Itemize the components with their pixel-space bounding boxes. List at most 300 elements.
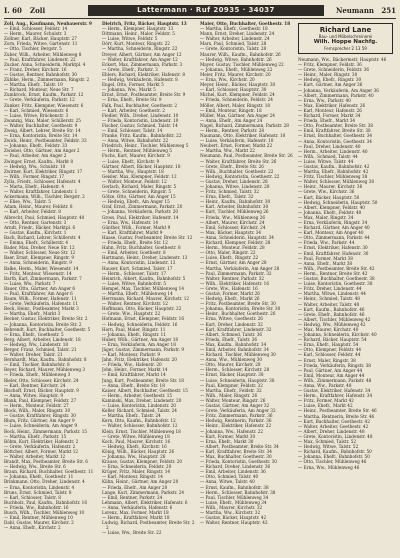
directory-entry: — Fritz, Zimmermann, Parkstr. 36 — [200, 413, 273, 419]
directory-entry: Zollner, Karl, Bäcker, Hauptstr. 27 — [4, 36, 77, 42]
directory-entry: Naumann, Otto, Elektriker, Hafenstr. 10 — [200, 133, 286, 139]
directory-entry: Haase, Gustav, Postbeamter, Breite Str. 12 — [102, 234, 193, 240]
directory-entry: Michel, Kurt, Klempner, Feldstr. 24 — [200, 92, 275, 98]
directory-entry: Fischer, Gustav, Schmied, Talstr. 14 — [102, 122, 178, 128]
directory-entry: — Fritz, Tischler, Mühlenweg 38 — [298, 174, 368, 180]
page-header — [4, 3, 396, 19]
directory-entry: — Karl, Schlosser, Feldstr. 44 — [298, 352, 361, 358]
directory-entry: Kern, Otto, Kaufm., Bahnhofstr. 12 — [102, 418, 176, 424]
directory-entry: Jung, Kurt, Postbeamter, Breite Str. 18 — [102, 377, 184, 383]
directory-columns — [4, 21, 396, 557]
directory-entry: — Luise, Ehefr., Ringstr. 22 — [200, 255, 259, 261]
directory-entry: Hempel, Max, Tischler, Mühlenweg 14 — [102, 285, 185, 291]
ad-description: Bau- und Möbelschreinerei — [318, 34, 373, 39]
directory-entry: Zwirner, Kurt, Elektriker, Ringstr. 17 — [4, 168, 83, 174]
directory-entry: — Paul, Dreher, Lindenstr. 40 — [298, 143, 361, 149]
directory-entry: Neumann, Ww., Bäckermstr. Hauptstr. 46 — [298, 57, 387, 62]
directory-entry: Busch, Wilh., Tischler, Mühlenweg 10 — [4, 510, 85, 515]
directory-entry: — Max, Maler, Ringstr. 34 — [298, 214, 354, 220]
directory-entry: — Luise, Verkäuferin, Hafenstr. 10 — [200, 138, 274, 144]
directory-entry: König, Wilh., Bäcker, Hauptstr. 26 — [102, 448, 175, 454]
directory-entry: Ehlers, Richard, Elektriker, Hafenstr. 8 — [102, 71, 185, 77]
directory-entry: — Anna, Witwe, Hauptstr. 9 — [4, 392, 63, 398]
directory-entry: Ackermann, Wilh., Tischler, Bergstr. 2 — [4, 194, 85, 200]
directory-entry: — Luise, Witwe, Talstr. 44 — [298, 158, 354, 164]
directory-entry: — Gustav, Former, Markt 26 — [200, 290, 260, 296]
directory-entry: Lange, Kurt, Zimmermann, Parkstr. 24 — [102, 489, 185, 495]
advertisement-box — [298, 23, 393, 54]
directory-entry: — Herm., Schlosser, Bahnhofstr. 38 — [200, 489, 276, 495]
directory-entry: — Richard, Gärtner, Am Anger 40 — [298, 225, 370, 231]
directory-entry: — Johanna, Witwe, Lindenstr. 28 — [200, 184, 270, 189]
directory-entry: — Wilh., Buchhalter, Goethestr. 22 — [200, 168, 274, 174]
directory-entry: Behrendt, Kurt, Buchhalter, Goethestr. 5 — [4, 326, 91, 332]
directory-entry: — Fritz, Klempner, Feldstr. 36 — [298, 62, 362, 68]
directory-entry: — Luise, Kontoristin, Goethestr. 38 — [298, 281, 373, 287]
directory-entry: — Otto, Tischler, Bergstr. 5 — [4, 46, 62, 52]
directory-entry: — Emil, Rentner, Mühlenweg 10 — [4, 515, 73, 521]
directory-entry: Adam, Heinr., Maurer, Feldstr. 8 — [4, 204, 73, 210]
directory-entry: — Emil, Arbeiter, Lindenstr. 36 — [200, 469, 266, 475]
directory-entry: — Paul, Former, Markt 38 — [298, 255, 353, 261]
directory-entry: — Hedwig, Ww., Lindenstr. 18 — [4, 341, 69, 347]
directory-entry: — Erna, Ww., Parkstr. 40 — [298, 97, 351, 103]
directory-entry: — Emil, Kraftfahrer, Hafenstr. 30 — [298, 250, 369, 256]
directory-entry: Böttcher, Albert, Former, Markt 12 — [4, 448, 79, 454]
directory-entry: — Luise, Witwe, Brückenstr. 3 — [4, 112, 69, 118]
directory-entry: — Martha, Ehefr., Markt 3 — [4, 311, 61, 317]
directory-entry: — Fritz, Monteur, Wiesenstr. 14 — [4, 270, 72, 276]
directory-entry: Müller, Max, Gärtner, Am Anger 24 — [200, 112, 275, 118]
directory-entry: — Erna, Ehefr., Goethestr. 5 — [4, 331, 64, 337]
directory-entry: — Grete, Schneiderin, Ringstr. 5 — [102, 189, 172, 195]
directory-entry: — Herm., Rentner, Mühlenweg 5 — [102, 148, 172, 154]
directory-entry: — Heinr., Maler, Ringstr. 30 — [298, 72, 358, 78]
directory-entry: Bernhardt, Max, Kaufm., Bahnhofstr. 8 — [4, 357, 87, 363]
directory-entry: — Herm., Maurer, Schulstr. 3 — [4, 31, 67, 37]
directory-entry: — Hedwig, Schneiderin, Feldstr. 16 — [102, 321, 178, 327]
directory-entry: — Walter, Arbeiter, Markt 12 — [4, 453, 66, 459]
directory-entry: — Anna, Kontoristin, Goethestr. 34 — [298, 138, 372, 144]
directory-entry: — Grete, Kontoristin, Lindenstr. 48 — [298, 433, 373, 439]
directory-entry: — Paul, Klempner, Feldstr. 32 — [200, 382, 263, 388]
directory-entry: — Grete, Ww., Hauptstr. 22 — [102, 311, 161, 317]
directory-entry: Gerlach, Richard, Maler, Ringstr. 5 — [102, 184, 177, 189]
directory-entry: — Anna, Witwe, Talstr. 40 — [200, 479, 255, 485]
directory-entry: Ludwig, Richard, Postbeamter, Breite Str. 22 — [102, 520, 195, 531]
directory-entry: Huber, Wilh., Gärtner, Am Anger 18 — [102, 336, 179, 342]
directory-entry: Hahn, Fritz, Buchhalter, Goethestr. 8 — [102, 245, 181, 251]
column-label: I. 60 — [4, 5, 22, 15]
directory-entry: — Walter, Rentner, Hauptstr. 42 — [200, 520, 268, 526]
directory-entry: Marx, Paul, Schmied, Talstr. 28 — [200, 41, 267, 47]
directory-entry: — Max, Bäcker, Hauptstr. 34 — [200, 229, 262, 235]
directory-entry: — Emil, Schlosser, Kirchstr. 24 — [200, 224, 266, 230]
directory-entry: Zuber, Wilh., Arbeiter, Mühlenweg 8 — [4, 51, 82, 57]
directory-entry: Engel, Otto, Former, Markt 5 — [102, 82, 164, 88]
directory-entry: Zorn, Frieda, Witwe, Gartenstr. 11 — [4, 41, 78, 47]
directory-entry: — Otto, Tischler, Mühlenweg 46 — [298, 459, 367, 465]
directory-entry: — Richard, Kaufm., Bahnhofstr. 50 — [298, 449, 372, 455]
directory-entry: Braun, Richard, Buchhalter, Goethestr. 11 — [4, 469, 94, 475]
directory-entry: — Erna, Schneiderin, Feldstr. 20 — [102, 464, 172, 470]
directory-entry: — Wilh., Schmied, Talstr. 44 — [298, 153, 358, 159]
directory-entry: — Johanna, Schneiderin, Kirchstr. 40 — [298, 332, 377, 338]
directory-entry: — Luise, Schneiderin, Am Anger 9 — [4, 423, 78, 429]
directory-entry: Horn, Paul, Maler, Ringstr. 11 — [102, 326, 166, 332]
directory-entry: — Kurt, Gärtner, Am Anger 36 — [298, 82, 363, 88]
directory-entry: — Grete, Verkäuferin, Am Anger 32 — [200, 408, 276, 414]
directory-entry: Balke, Herm., Maler, Wiesenstr. 14 — [4, 265, 79, 271]
directory-entry: — Gustav, Kraftfahrer, Ringstr. 30 — [4, 413, 76, 419]
directory-entry: — Johanna, Ehefr., Mühlenweg 22 — [200, 66, 273, 72]
directory-entry: — Wilh., Maler, Ringstr. 26 — [200, 392, 258, 398]
directory-entry: Jahn, Fritz, Elektriker, Hafenstr. 20 — [102, 357, 177, 363]
directory-entry: Kühn, Heinr., Gärtner, Am Anger 20 — [102, 479, 179, 485]
directory-entry: Eckert, Max, Zimmermann, Parkstr. 3 — [102, 61, 183, 67]
directory-entry: — Frieda, Ehefr., Breite Str. 12 — [102, 240, 168, 246]
directory-entry: — Martha, Schneiderin, Ringstr. 22 — [102, 46, 178, 52]
directory-entry: Böhm, Kurt, Elektriker, Hafenstr. 2 — [4, 438, 79, 444]
directory-entry: Zweig, Albert, Lehrer, Breite Str. 14 — [4, 127, 81, 133]
directory-entry: — Grete, Kontoristin, Talstr. 28 — [200, 46, 267, 52]
directory-entry: — Max, Elektriker, Hafenstr. 26 — [298, 102, 366, 108]
directory-entry: — Gustav, Dreher, Lindenstr. 28 — [200, 178, 268, 184]
directory-entry: Maier, Otto, Buchhalter, Goethestr. 18 — [200, 21, 291, 26]
directory-entry: Dörr, Kurt, Monteur, Ringstr. 22 — [102, 41, 170, 47]
directory-entry: — Ernst, Maler, Ringstr. 38 — [298, 357, 356, 363]
directory-entry: — Johanna, Ehefr., Feldstr. 40 — [298, 209, 362, 215]
directory-entry: — Emma, Ehefr., Schillerstr. 4 — [4, 240, 69, 246]
directory-entry: Maurer, Wilh., Kaufm., Bahnhofstr. 26 — [200, 51, 281, 57]
directory-entry: — Martha, Ehefr., Talstr. 24 — [102, 413, 161, 419]
directory-entry: — Erna, Kontoristin, Lindenstr. 4 — [4, 484, 75, 490]
directory-entry: — Franz, Dreher, Kirchstr. 16 — [4, 66, 67, 72]
directory-entry: — Luise, Schneiderin, Hauptstr. 38 — [200, 377, 275, 383]
directory-entry: Zunker, Fritz, Klempner, Wiesenstr. 6 — [4, 102, 84, 108]
directory-entry: — Kurt, Buchhalter, Goethestr. 42 — [298, 418, 370, 424]
directory-entry: — Walter, Monteur, Ringstr. 26 — [200, 397, 266, 403]
directory-entry: — Anna, Ehefr., Breite Str. 18 — [102, 382, 165, 388]
directory-entry: — Herm., Rentner, Breite Str. 42 — [298, 270, 368, 276]
directory-entry: Krause, Gustav, Klempner, Feldstr. 20 — [102, 459, 183, 465]
directory-entry: — Emil, Arbeiter, Goethestr. 8 — [102, 250, 166, 256]
directory-entry: Nagel, Richard, Zimmermann, Parkstr. 28 — [200, 122, 289, 128]
directory-entry: — Herm., Monteur, Feldstr. 28 — [200, 245, 265, 251]
directory-entry: Zühlke, Herm., Zimmermann, Ringstr. 2 — [4, 77, 90, 83]
directory-entry: Zwinger, Ernst, Kaufm., Markt 8 — [4, 158, 73, 164]
ad-phone: Fernsprecher 2 13 59 — [324, 46, 367, 51]
directory-entry: — Erna, Kontoristin, Breite Str. 14 — [4, 133, 78, 139]
directory-entry: Krüger, Fritz, Maler, Ringstr. 14 — [102, 469, 171, 475]
directory-entry: — Anna, Kontoristin, Lindenstr. 13 — [102, 260, 176, 266]
directory-entry: — Hedwig, Verkäuferin, Hafenstr. 8 — [102, 77, 178, 83]
directory-entry: — Karl, Monteur, Am Anger 40 — [298, 230, 364, 236]
directory-entry: Zylla, Friedr., Schlosser, Hafenstr. 4 — [4, 178, 81, 184]
directory-entry: — Karl, Arbeiter, Goethestr. 2 — [102, 107, 165, 113]
directory-entry: Bock, Heinr., Zimmermann, Parkstr. 15 — [4, 428, 88, 434]
directory-entry: — Ernst, Buchhalter, Goethestr. 34 — [298, 133, 373, 139]
directory-entry: Berger, Franz, Schmied, Talstr. 21 — [4, 347, 77, 352]
directory-entry: — Heinr., Schmied, Talstr. 48 — [298, 296, 360, 302]
directory-entry: — Kurt, Tischler, Mühlenweg 26 — [200, 209, 269, 215]
directory-entry: — Albert, Schmied, Talstr. 36 — [200, 331, 263, 337]
directory-entry: — Grete, Ehefr., Breite Str. 26 — [200, 163, 264, 169]
directory-entry: — Hedwig, Ww., Schulstr. 10 — [4, 163, 66, 169]
directory-entry: — Johanna, Ww., Hauptstr. 26 — [102, 453, 166, 459]
directory-entry: — Ernst, Bäcker, Hauptstr. 38 — [200, 372, 264, 378]
directory-entry: Meyer, Heinr., Bäcker, Hauptstr. 30 — [200, 82, 276, 88]
directory-entry: Zwick, Heinr., Postbeamter, Feldstr. 33 — [4, 138, 87, 144]
directory-entry: — Erna, Verkäuferin, Ringstr. 34 — [298, 220, 368, 225]
directory-entry: — Hedwig, Witwe, Talstr. 52 — [298, 444, 359, 450]
directory-entry: — Luise, Ww., Breite Str. 22 — [102, 530, 162, 536]
directory-entry: — Frieda, Ehefr., Talstr. 36 — [200, 336, 258, 342]
ad-business-name: Richard Lane — [319, 26, 372, 34]
directory-entry: — Martha, Ehefr., Mühlenweg 14 — [102, 290, 173, 296]
directory-entry: — Grete, Verkäuferin, Hafenstr. 11 — [4, 301, 78, 307]
directory-entry: Dahl, Gustav, Maurer, Kirchstr. 2 — [4, 520, 74, 526]
directory-entry: — Herm., Kraftfahrer, Markt 18 — [102, 515, 170, 521]
directory-entry: Dreyer, Albert, Gärtner, Am Anger 12 — [102, 51, 182, 57]
directory-entry: — Fritz, Postbeamter, Breite Str. 30 — [200, 301, 276, 307]
directory-entry: — Fritz, Dreher, Lindenstr. 44 — [298, 286, 362, 292]
directory-entry: — Herm., Klempner, Hauptstr. 13 — [102, 26, 174, 32]
directory-entry: Buchholz, Paul, Kaufm., Bahnhofstr. 16 — [4, 499, 88, 505]
directory-entry: — Ernst, Kaufm., Bahnhofstr. 38 — [200, 484, 269, 490]
directory-entry: Zwiebel, Otto, Gärtner, Am Anger 2 — [4, 148, 80, 154]
directory-entry: — Karl, Schlosser, Hauptstr. 30 — [200, 87, 267, 93]
directory-entry: — Richard, Dreher, Lindenstr. 36 — [200, 464, 271, 470]
directory-entry: — Max, Kaufm., Bahnhofstr. 34 — [200, 341, 267, 347]
directory-entry: — Heinr., Maurer, Kirchstr. 36 — [298, 184, 363, 190]
directory-entry: — Emil, Monteur, Ringstr. 18 — [200, 107, 262, 113]
directory-entry: — Walter, Schlosser, Mühlenweg 38 — [298, 179, 375, 185]
directory-entry: — Martha, Ehefr., Bahnhofstr. 42 — [298, 169, 369, 175]
directory-entry: Franke, Fritz, Kaufm., Bahnhofstr. 22 — [102, 133, 182, 139]
directory-entry: Berg, Albert, Arbeiter, Lindenstr. 18 — [4, 336, 81, 342]
directory-entry: — Luise, Witwe, Feldstr. 5 — [102, 36, 158, 42]
directory-entry: — Kurt, Kaufm., Bahnhofstr. 46 — [298, 306, 365, 312]
directory-entry: — Erna, Ww., Hafenstr. 14 — [102, 219, 159, 225]
directory-entry: — Anna, Schneiderin, Hauptstr. 34 — [200, 234, 274, 240]
directory-entry: — Kurt, Dreher, Lindenstr. 32 — [200, 321, 263, 327]
directory-entry: Bauer, Otto, Gärtner, Am Anger 6 — [4, 285, 76, 291]
directory-entry: Hofmann, Ernst, Klempner, Feldstr. 16 — [102, 316, 185, 322]
directory-entry: — Anna, Ehefr., Markt 38 — [298, 260, 353, 266]
directory-entry: — Richard, Bäcker, Hauptstr. 54 — [298, 337, 367, 343]
header-last-keyword: Neumann — [335, 5, 374, 15]
directory-entry: — Erna, Ww., Mühlenweg 46 — [298, 464, 360, 470]
page-number: 251 — [381, 5, 396, 15]
directory-entry: — Emil, Kraftfahrer, Breite Str. 38 — [298, 128, 371, 134]
directory-entry: — Otto, Klempner, Feldstr. 44 — [298, 347, 362, 353]
directory-entry: — Wilh., Postbeamter, Breite Str. 42 — [298, 265, 375, 271]
header-first-keyword: Zoll — [30, 5, 46, 15]
directory-entry: — Gustav, Gärtner, Am Anger 32 — [200, 403, 270, 409]
directory-entry: — Walter, Schlosser, Bahnhofstr. 12 — [102, 423, 178, 429]
directory-entry: — Walter, Dreher, Talstr. 21 — [4, 352, 63, 358]
directory-entry: — Grete, Witwe, Mühlenweg 18 — [102, 433, 170, 439]
directory-entry: — Martha, Ehefr., Talstr. 19 — [4, 82, 63, 88]
directory-entry: Bischoff, Ernst, Bäcker, Hauptstr. 9 — [4, 387, 79, 393]
directory-entry: Barth, Karl, Zimmermann, Parkstr. 7 — [4, 275, 82, 281]
directory-entry: — Walter, Arbeiter, Goethestr. 42 — [298, 423, 369, 429]
directory-entry: — Hedwig, Kontoristin, Goethestr. 22 — [200, 173, 280, 179]
directory-entry: — Ernst, Gärtner, Am Anger 28 — [200, 260, 267, 266]
directory-entry: Hartmann, Heinr., Dreher, Lindenstr. 13 — [102, 255, 188, 261]
directory-entry: — Grete, Verkäuferin, Hafenstr. 2 — [4, 443, 76, 449]
directory-entry: Block, Wilh., Maler, Ringstr. 30 — [4, 408, 71, 414]
directory-entry: Bader, Max, Dreher, Neue Str. 12 — [4, 245, 75, 251]
directory-entry: Keller, Richard, Schmied, Talstr. 24 — [102, 408, 177, 414]
directory-entry: — Frieda, Kontoristin, Goethestr. 30 — [200, 459, 277, 465]
directory-entry: — Wilh., Zimmermann, Parkstr. 48 — [298, 377, 372, 383]
directory-entry: — Luise, Ehefr., Markt 42 — [298, 403, 353, 409]
directory-entry: — Albert, Klempner, Feldstr. 40 — [298, 204, 365, 210]
directory-entry: — Walter, Schlosser, Neue Str. 12 — [4, 250, 76, 256]
directory-entry: — Karl, Schmied, Wiesenstr. 6 — [4, 107, 69, 113]
directory-entry: — Karl, Monteur, Ringstr. 14 — [102, 474, 163, 480]
directory-entry: — Frieda, Verkäuferin, Ringstr. 38 — [298, 362, 371, 368]
directory-entry: — Paul, Tischler, Mühlenweg 34 — [200, 494, 269, 500]
directory-entry: — Johanna, Kontoristin, Breite Str. 2 — [4, 321, 82, 327]
directory-entry: — Fritz, Schmied, Talstr. 32 — [200, 189, 260, 195]
directory-entry: — Kurt, Former, Markt 30 — [200, 433, 256, 439]
directory-entry: — Frieda, Ehefr., Mühlenweg 3 — [4, 372, 71, 378]
directory-entry: — Herm., Kraftfahrer, Hafenstr. 34 — [298, 393, 373, 399]
directory-entry: — Anna, Ww., Mühlenweg 30 — [200, 357, 263, 363]
directory-entry: — Johanna, Ehefr., Ringstr. 11 — [102, 331, 167, 337]
directory-entry: — Frieda, Ehefr., Am Anger 20 — [102, 484, 168, 490]
column-2 — [102, 21, 197, 557]
directory-entry: — Erna, Ehefr., Markt 30 — [200, 438, 254, 444]
directory-entry: — Gustav, Buchhalter, Goethestr. 38 — [298, 276, 375, 282]
directory-entry: — Anna, Ww., Parkstr. 48 — [298, 383, 352, 388]
directory-entry: — Herm., Arbeiter, Goethestr. 15 — [102, 392, 173, 398]
directory-entry: — Emil, Schlosser, Feldstr. 14 — [4, 26, 68, 32]
directory-entry: — Karl, Kraftfahrer, Markt 9 — [102, 229, 163, 235]
directory-entry: Bach, Richard, Lehrer, Schillerstr. 4 — [4, 234, 81, 240]
directory-entry: — Otto, Maurer, Kirchstr. 28 — [200, 362, 261, 368]
directory-entry: Baum, Wilh., Former, Hafenstr. 11 — [4, 296, 77, 302]
directory-entry: — Hedwig, Schneiderin, Hauptstr. 50 — [298, 199, 378, 205]
directory-entry: — Erna, Ww., Kirchstr. 20 — [200, 77, 255, 83]
directory-entry: — Walter, Kraftfahrer, Breite Str. 26 — [200, 158, 277, 164]
column-1 — [4, 21, 99, 557]
directory-entry: — Grete, Ehefr., Parkstr. 3 — [102, 66, 158, 72]
directory-entry: Zwanzig, Max, Maler, Schillerstr. 25 — [4, 117, 81, 123]
directory-entry: — Elise, Ww., Talstr. 5 — [4, 199, 51, 205]
directory-entry: — Albert, Tischler, Mühlenweg 42 — [298, 316, 371, 322]
directory-entry: — Heinr., Kaufm., Bahnhofstr. 30 — [200, 199, 271, 205]
directory-entry: — Emil, Monteur, Am Anger 44 — [298, 372, 365, 378]
directory-entry: Kaiser, Albert, Buchhalter, Goethestr. 15 — [102, 387, 188, 393]
directory-entry: — Wilh., Maurer, Kirchstr. 32 — [200, 504, 263, 510]
directory-entry: — Martha, Ehefr., Parkstr. 15 — [4, 433, 67, 439]
directory-entry: — Hedwig, Ehefr., Am Anger 15 — [102, 199, 170, 205]
directory-entry: Herrmann, Richard, Maurer, Kirchstr. 12 — [102, 296, 190, 302]
directory-entry: — Walter, Kraftfahrer, Lindenstr. 1 — [4, 189, 78, 195]
directory-entry: — Herm., Schlosser, Kirchstr. 28 — [200, 367, 270, 373]
directory-entry: — Wilh., Former, Ringstr. 17 — [4, 173, 65, 179]
directory-entry: — Anna, Schneiderin, Ringstr. 9 — [4, 260, 72, 266]
directory-entry: — Martha, Ehefr., Goethestr. 18 — [200, 26, 268, 32]
directory-entry: Ernst, Ernst, Postbeamter, Breite Str. 9 — [102, 92, 186, 98]
directory-entry: — Otto, Rentner, Gartenstr. 3 — [4, 219, 67, 225]
directory-entry: — Johanna, Ww., Hafenstr. 22 — [200, 428, 264, 434]
directory-entry: — Otto, Postbeamter, Breite Str. 38 — [298, 123, 373, 129]
directory-entry: — Richard, Monteur, Neue Str. 7 — [4, 87, 74, 93]
directory-entry: Beck, Heinr., Postbeamter, Markt 3 — [4, 306, 79, 312]
directory-entry: — Erna, Ehefr., Hauptstr. 54 — [298, 342, 359, 348]
directory-entry: Götze, Otto, Gärtner, Am Anger 15 — [102, 194, 176, 200]
directory-entry: — Erna, Ehefr., Breite Str. 9 — [102, 97, 162, 103]
directory-entry: Beyer, Richard, Maurer, Mühlenweg 3 — [4, 367, 86, 373]
directory-entry: Hauser, Kurt, Schmied, Talstr. 17 — [102, 265, 173, 271]
directory-entry: — Emil, Rentner, Parkstr. 24 — [102, 494, 163, 500]
directory-entry: — Albert, Postbeamter, Breite Str. 34 — [200, 443, 279, 449]
directory-entry: — Grete, Ww., Hafenstr. 16 — [200, 285, 258, 291]
directory-entry: — Max, Schmied, Talstr. 52 — [298, 439, 357, 445]
directory-entry: — Gustav, Bäcker, Hauptstr. 42 — [200, 515, 267, 521]
directory-entry: Blank, Paul, Klempner, Feldstr. 27 — [4, 397, 77, 403]
directory-entry: Klein, Ernst, Tischler, Mühlenweg 18 — [102, 428, 181, 434]
directory-entry: — Max, Buchhalter, Goethestr. 30 — [200, 453, 272, 459]
directory-entry: — Otto, Zimmermann, Parkstr. 44 — [298, 235, 370, 241]
directory-entry: — Albert, Maurer, Kirchstr. 24 — [200, 219, 265, 225]
directory-entry: — Grete, Schneiderin, Feldstr. 36 — [298, 67, 369, 73]
directory-entry: — Anna, Ehefr., Am Anger 24 — [200, 117, 263, 123]
directory-entry: — Luise, Kontoristin, Lindenstr. 20 — [102, 403, 176, 409]
directory-entry: Neumann, Paul, Postbeamter, Breite Str. 26 — [200, 153, 293, 159]
directory-entry: — Johanna, Verkäuferin, Am Anger 36 — [298, 87, 379, 93]
directory-entry: — Herm., Arbeiter, Lindenstr. 40 — [298, 148, 368, 154]
column-3 — [200, 21, 295, 557]
directory-entry: — Walter, Monteur, Feldstr. 12 — [102, 178, 167, 184]
directory-entry: Zoll, Aug., Kaufmann, Neubauerstr. 9 — [4, 21, 92, 26]
directory-entry: — Fritz, Former, Markt 42 — [298, 398, 354, 404]
directory-entry: — Hedwig, Ww., Mühlenweg 42 — [298, 321, 366, 327]
directory-entry: — Richard, Klempner, Feldstr. 28 — [200, 240, 271, 246]
directory-entry: — Martha, Ehefr., Feldstr. 32 — [200, 387, 262, 393]
directory-entry: Graf, Ernst, Zimmermann, Parkstr. 20 — [102, 204, 183, 210]
directory-entry: — Karl, Arbeiter, Bahnhofstr. 30 — [200, 204, 269, 210]
directory-entry: — Erna, Witwe, Goethestr. 26 — [200, 316, 263, 322]
directory-entry: Meier, Fritz, Maurer, Kirchstr. 20 — [200, 71, 271, 77]
directory-entry: — Frieda, Ww., Bahnhofstr. 16 — [4, 504, 69, 510]
directory-entry: Bruns, Ernst, Schmied, Talstr. 8 — [4, 489, 72, 495]
directory-entry: — Marta, Ehefr., Hafenstr. 4 — [4, 184, 65, 189]
directory-entry: — Richard, Former, Markt 34 — [298, 113, 361, 119]
directory-entry: — Gustav, Rentner, Bahnhofstr. 30 — [4, 71, 77, 77]
directory-entry: — Anna, Witwe, Bahnhofstr. 22 — [102, 138, 169, 144]
directory-entry: — Paul, Arbeiter, Am Anger 2 — [4, 153, 67, 159]
directory-entry: — Karl, Monteur, Parkstr. 9 — [102, 352, 161, 358]
directory-entry: — Walter, Buchhalter, Goethestr. 9 — [4, 122, 78, 128]
directory-entry: Baer, Ernst, Klempner, Ringstr. 9 — [4, 255, 75, 261]
directory-entry: — Luise, Ww., Parkstr. 7 — [4, 280, 56, 286]
directory-entry: — Anna, Verkäuferin, Hafenstr. 6 — [102, 504, 173, 510]
directory-entry: — Luise, Ehefr., Mühlenweg 34 — [200, 499, 267, 505]
directory-entry: — Martha, Verkäuferin, Am Anger 28 — [200, 265, 280, 271]
directory-entry: — Walter, Arbeiter, Lindenstr. 24 — [200, 36, 270, 42]
directory-entry: Brinkmann, Otto, Dreher, Lindenstr. 4 — [4, 479, 85, 485]
directory-entry: — Otto, Maler, Ringstr. 22 — [200, 250, 256, 256]
directory-entry: — Albert, Dreher, Lindenstr. 48 — [298, 428, 365, 434]
directory-entry: Hoffmann, Otto, Bäcker, Hauptstr. 22 — [102, 306, 182, 312]
directory-entry: — Martha, Ww., Hauptstr. 18 — [102, 168, 164, 174]
